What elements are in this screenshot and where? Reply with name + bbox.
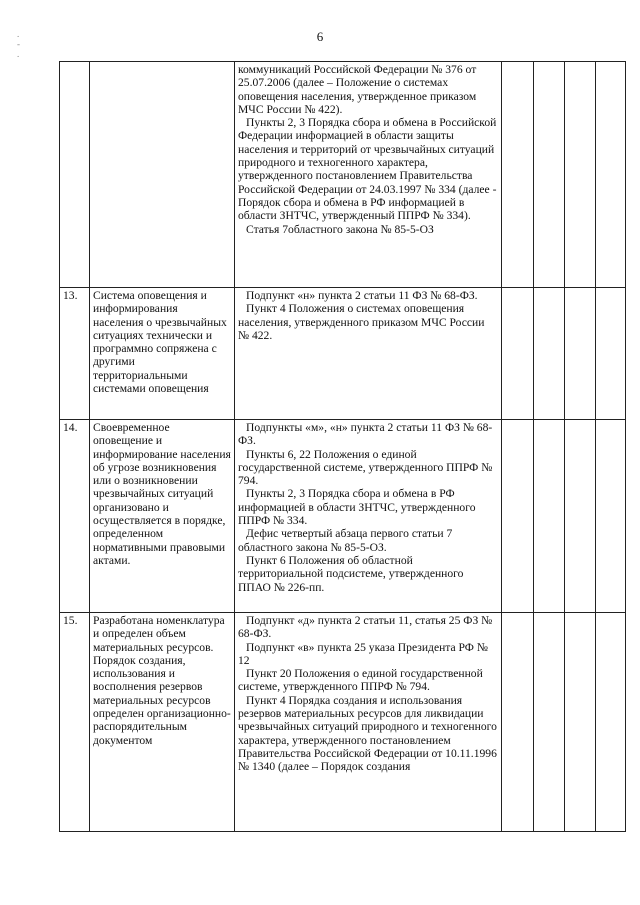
- norm-paragraph: Подпункты «м», «н» пункта 2 статьи 11 ФЗ № 68-ФЗ.: [238, 421, 493, 448]
- margin-mark: .: [17, 49, 20, 59]
- norm-paragraph: Подпункт «в» пункта 25 указа Президента РФ № 12: [238, 640, 488, 667]
- check-cell: [502, 613, 534, 832]
- page-number: 6: [316, 29, 324, 44]
- norm-paragraph: Пункты 6, 22 Положения о единой государственной системе, утвержденного ППРФ № 794.: [238, 447, 493, 488]
- check-cell: [534, 420, 565, 613]
- check-cell: [502, 420, 534, 613]
- table-row: [60, 420, 626, 613]
- norm-paragraph: Подпункт «н» пункта 2 статьи 11 ФЗ № 68-ФЗ.: [246, 289, 478, 302]
- check-cell: [502, 288, 534, 420]
- norm-paragraph: Дефис четвертый абзаца первого статьи 7 областного закона № 85-5-ОЗ.: [238, 527, 453, 554]
- margin-mark: .: [17, 29, 20, 39]
- check-cell: [596, 420, 626, 613]
- normative-references: [235, 420, 502, 613]
- norm-paragraph: Пункт 20 Положения о единой государственной системе, утвержденного ППРФ № 794.: [238, 667, 483, 694]
- check-cell: [596, 613, 626, 832]
- norm-paragraph: коммуникаций Российской Федерации № 376 от 25.07.2006 (далее – Положение о системах оповещения населения, утвержденное приказом МЧС России № 422).: [238, 63, 477, 116]
- check-cell: [502, 62, 534, 288]
- check-cell: [596, 62, 626, 288]
- table-row: [60, 288, 626, 420]
- norm-paragraph: Пункт 4 Положения о системах оповещения населения, утвержденного приказом МЧС России № 422.: [238, 302, 485, 342]
- requirement-description: Система оповещения и информирования населения о чрезвычайных ситуациях технически и программно сопряжена с другими территориальными системами оповещения: [90, 288, 235, 420]
- norm-paragraph: Статья 7областного закона № 85-5-ОЗ: [246, 222, 434, 236]
- row-number: 15.: [60, 613, 90, 832]
- check-cell: [596, 288, 626, 420]
- normative-references: [235, 62, 502, 288]
- norm-paragraph: Пункт 6 Положения об областной территориальной подсистеме, утвержденного ППАО № 226-пп.: [238, 553, 464, 594]
- norm-paragraph: Пункт 4 Порядка создания и использования резервов материальных ресурсов для ликвидации чрезвычайных ситуаций природного и техногенного характера, утвержденного постановлением Правительства Российской Федерации от 10.11.1996 № 1340 (далее – Порядок создания: [238, 693, 497, 774]
- norm-paragraph: Пункты 2, 3 Порядка сбора и обмена в РФ информацией в области ЗНТЧС, утвержденного ППРФ № 334.: [238, 487, 476, 528]
- row-number: [60, 62, 90, 288]
- check-cell: [565, 62, 596, 288]
- margin-mark: -: [17, 39, 20, 49]
- requirement-description: Своевременное оповещение и информирование населения об угрозе возникновения или о возникновении чрезвычайных ситуаций организовано и осуществляется в порядке, определенном нормативными правовыми актами.: [90, 420, 235, 613]
- row-number: 14.: [60, 420, 90, 613]
- check-cell: [565, 420, 596, 613]
- requirements-table: [59, 61, 626, 832]
- table-row: [60, 613, 626, 832]
- norm-paragraph: Подпункт «д» пункта 2 статьи 11, статья 25 ФЗ № 68-ФЗ.: [238, 614, 493, 641]
- row-number: 13.: [60, 288, 90, 420]
- requirement-description: Разработана номенклатура и определен объем материальных ресурсов. Порядок создания, использования и восполнения резервов материальных ресурсов определен организационно-распорядительным документом: [90, 613, 235, 832]
- check-cell: [565, 613, 596, 832]
- normative-references: [235, 288, 502, 420]
- check-cell: [565, 288, 596, 420]
- norm-paragraph: Пункты 2, 3 Порядка сбора и обмена в Российской Федерации информацией в области защиты населения и территорий от чрезвычайных ситуаций природного и техногенного характера, утвержденного постановлением Правительства Российской Федерации от 24.03.1997 № 334 (далее - Порядок сбора и обмена в РФ информацией в области ЗНТЧС, утвержденный ППРФ № 334).: [238, 116, 497, 223]
- requirement-description: [90, 62, 235, 288]
- check-cell: [534, 613, 565, 832]
- table-row: [60, 62, 626, 288]
- check-cell: [534, 288, 565, 420]
- check-cell: [534, 62, 565, 288]
- normative-references: [235, 613, 502, 832]
